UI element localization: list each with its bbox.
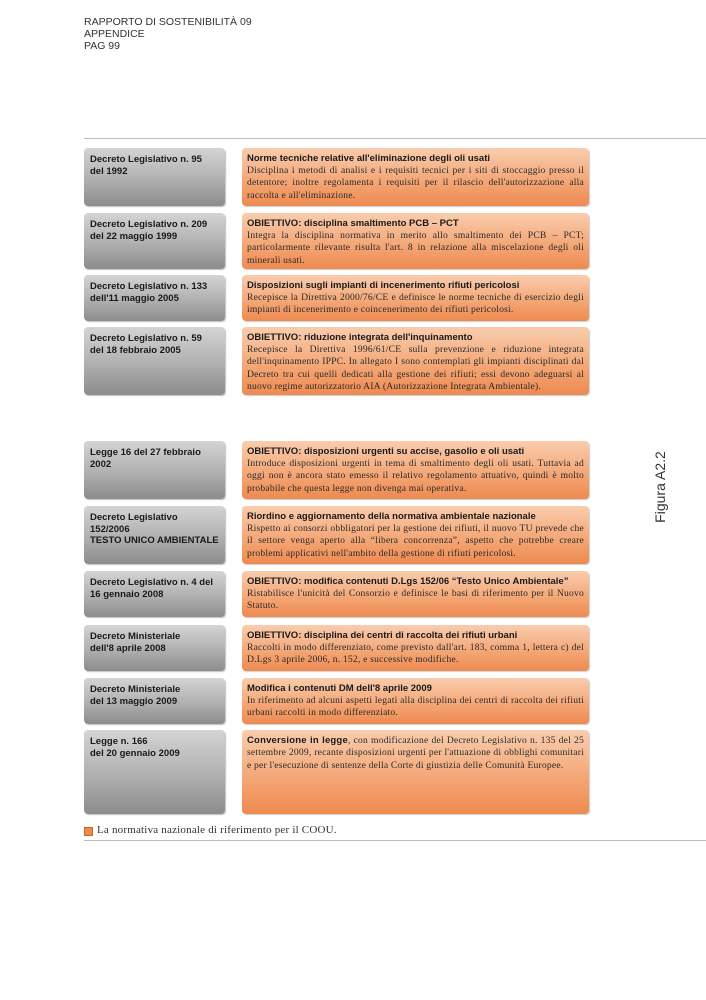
law-reference-line: Decreto Ministeriale <box>90 684 181 695</box>
law-description-box <box>242 148 589 206</box>
law-row <box>84 506 589 564</box>
law-row <box>84 275 589 321</box>
law-reference-line: del 18 febbraio 2005 <box>90 344 181 356</box>
law-reference-line: Decreto Legislativo n. 209 <box>90 219 208 230</box>
law-description-title: OBIETTIVO: modifica contenuti D.Lgs 152/06 “Testo Unico Ambientale” <box>247 576 569 587</box>
law-reference-line: Decreto Ministeriale <box>90 631 181 642</box>
law-reference-box <box>84 678 225 724</box>
caption-text: La normativa nazionale di riferimento per il COOU. <box>97 824 337 836</box>
law-reference-line: 16 gennaio 2008 <box>90 588 164 600</box>
law-reference-box <box>84 506 225 564</box>
law-description-body: Rispetto ai consorzi obbligatori per la gestione dei rifiuti, il nuovo TU prevede che il settore venga aperto alla “libera concorrenza”, aspetto che potrebbe creare problemi applicativi nell'ambito della gestione di rifiuti pericolosi. <box>247 523 584 559</box>
law-reference-line: dell'8 aprile 2008 <box>90 642 166 654</box>
law-description-box <box>242 625 589 671</box>
law-reference-line: del 1992 <box>90 165 128 177</box>
law-reference-line: Legge n. 166 <box>90 736 148 747</box>
law-reference-line: Decreto Legislativo n. 133 <box>90 281 208 292</box>
law-reference-line: Decreto Legislativo n. 95 <box>90 154 202 165</box>
law-description-body: Integra la disciplina normativa in merito allo smaltimento dei PCB – PCT; particolarmente rilevante risulta l'art. 8 in relazione alla miscelazione degli oli minerali usati. <box>247 230 584 266</box>
law-row <box>84 213 589 269</box>
law-description-title: Norme tecniche relative all'eliminazione degli oli usati <box>247 153 491 164</box>
law-reference-box <box>84 625 225 671</box>
law-row <box>84 148 589 206</box>
running-header <box>84 16 252 52</box>
law-reference-line: Decreto Legislativo n. 59 <box>90 333 202 344</box>
law-reference-line: del 20 gennaio 2009 <box>90 747 180 759</box>
law-row <box>84 678 589 724</box>
law-reference-box <box>84 213 225 269</box>
law-description-box <box>242 571 589 617</box>
law-reference-line: Decreto Legislativo 152/2006 <box>90 512 178 535</box>
caption-bullet-icon <box>84 827 93 836</box>
law-description-body: , con modificazione del Decreto Legislativo n. 135 del 25 settembre 2009, recante disposizioni urgenti per l'attuazione di obblighi comunitari e per l'esecuzione di sentenze della Corte di giustizia delle Comunità Europee. <box>247 735 584 771</box>
law-description-box <box>242 441 589 499</box>
law-reference-box <box>84 148 225 206</box>
law-reference-line: del 22 maggio 1999 <box>90 230 178 242</box>
law-description-title: Modifica i contenuti DM dell'8 aprile 2009 <box>247 683 432 694</box>
law-row <box>84 625 589 671</box>
law-reference-line: Decreto Legislativo n. 4 del <box>90 577 214 588</box>
law-reference-line: dell'11 maggio 2005 <box>90 292 179 304</box>
law-description-box <box>242 678 589 724</box>
law-reference-box <box>84 441 225 499</box>
header-report-title: RAPPORTO DI SOSTENIBILITÀ 09 <box>84 16 252 28</box>
law-description-body: Raccolti in modo differenziato, come previsto dall'art. 183, comma 1, lettera c) del D.Lgs 3 aprile 2006, n. 152, e successive modifiche. <box>247 642 584 666</box>
figure-label: Figura A2.2 <box>652 451 668 523</box>
law-reference-box <box>84 571 225 617</box>
law-description-body: Recepisce la Direttiva 1996/61/CE sulla prevenzione e riduzione integrata dell'inquinamento IPPC. In allegato I sono contemplati gli impianti disciplinati dal Decreto tra cui quelli dedicati alla gestione dei rifiuti; essi devono adeguarsi al nuovo regime autorizzatorio AIA (Autorizzazione Integrata Ambientale). <box>247 344 584 392</box>
law-description-title: Conversione in legge <box>247 735 348 746</box>
law-reference-box <box>84 730 225 814</box>
law-description-box <box>242 275 589 321</box>
law-description-box <box>242 506 589 564</box>
law-description-title: Disposizioni sugli impianti di incenerimento rifiuti pericolosi <box>247 280 520 291</box>
law-description-title: Riordino e aggiornamento della normativa ambientale nazionale <box>247 511 536 522</box>
law-description-box <box>242 327 589 395</box>
bottom-divider <box>84 840 706 841</box>
law-description-title: OBIETTIVO: disciplina dei centri di raccolta dei rifiuti urbani <box>247 630 518 641</box>
law-reference-line: 2002 <box>90 458 112 470</box>
law-description-title: OBIETTIVO: disciplina smaltimento PCB – PCT <box>247 218 459 229</box>
law-reference-box <box>84 327 225 395</box>
top-divider <box>84 138 706 139</box>
law-reference-line: del 13 maggio 2009 <box>90 695 178 707</box>
law-description-box <box>242 730 589 814</box>
law-reference-line: Legge 16 del 27 febbraio <box>90 447 201 458</box>
law-description-title: OBIETTIVO: riduzione integrata dell'inquinamento <box>247 332 473 343</box>
header-page-number: PAG 99 <box>84 40 120 52</box>
law-description-body: Recepisce la Direttiva 2000/76/CE e definisce le norme tecniche di esercizio degli impianti di incenerimento e coincenerimento dei rifiuti pericolosi. <box>247 292 584 316</box>
law-row <box>84 441 589 499</box>
law-description-body: Disciplina i metodi di analisi e i requisiti tecnici per i siti di stoccaggio presso il detentore; inoltre regolamenta i requisiti per il rilascio dell'autorizzazione alla raccolta e all'eliminazione. <box>247 165 584 201</box>
law-reference-line: TESTO UNICO AMBIENTALE <box>90 535 219 546</box>
law-description-body: Ristabilisce l'unicità del Consorzio e definisce le basi di riferimento per il Nuovo Statuto. <box>247 588 584 612</box>
law-description-title: OBIETTIVO: disposizioni urgenti su accise, gasolio e oli usati <box>247 446 525 457</box>
law-row <box>84 571 589 617</box>
header-section: APPENDICE <box>84 28 145 40</box>
law-reference-box <box>84 275 225 321</box>
law-description-body: In riferimento ad alcuni aspetti legati alla disciplina dei centri di raccolta dei rifiuti urbani raccolti in modo differenziato. <box>247 695 584 719</box>
law-row <box>84 730 589 814</box>
law-description-body: Introduce disposizioni urgenti in tema di smaltimento degli oli usati. Tuttavia ad oggi non è ancora stato emesso il relativo regolamento attuativo, quindi è molto probabile che questa legge non divenga mai operativa. <box>247 458 584 494</box>
law-description-box <box>242 213 589 269</box>
law-row <box>84 327 589 395</box>
